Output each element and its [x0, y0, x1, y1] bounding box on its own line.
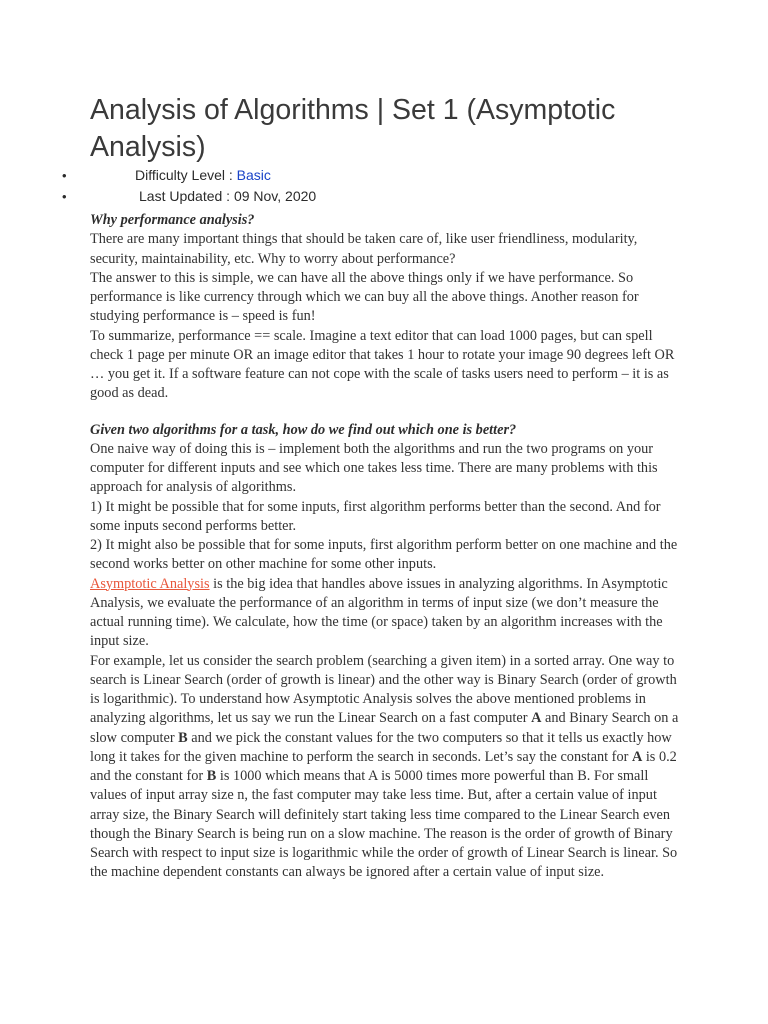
- difficulty-link[interactable]: Basic: [236, 167, 271, 183]
- section-heading-comparison: Given two algorithms for a task, how do we find out which one is better?: [90, 421, 517, 438]
- paragraph-text: is the big idea that handles above issues in analyzing algorithms. In Asymptotic Analysis, we evaluate the performance of an algorithm in terms of input size (we don’t measure the actual running time). We calculate, how the time (or space) taken by an algorithm increases with the input size.: [90, 575, 668, 650]
- section-spacer: [90, 404, 680, 421]
- bullet-icon: •: [62, 189, 67, 204]
- bullet-icon: •: [62, 168, 67, 183]
- paragraph-text: and we pick the constant values for the two computers so that it tells us exactly how long it takes for the given machine to perform the search in seconds. Let’s say the constant for: [90, 729, 672, 765]
- paragraph: 2) It might also be possible that for some inputs, first algorithm perform better on one machine and the second works better on other machine for some other inputs.: [90, 537, 678, 573]
- paragraph: [90, 652, 680, 883]
- section-heading-performance: Why performance analysis?: [90, 212, 255, 228]
- paragraph-text: is 1000 which means that A is 5000 times more powerful than B. For small values of input array size n, the fast computer may take less time. But, after a certain value of input array size, the Binary Search will definitely start taking less time compared to the Linear Search even though the Binary Search is being run on a slow machine. The reason is the order of growth of Binary Search with respect to input size is logarithmic while the order of growth of Linear Search is linear. So the machine dependent constants can always be ignored after a certain value of input size.: [90, 768, 678, 881]
- paragraph-text: and Binary Search on a slow computer: [90, 710, 679, 746]
- paragraph: [90, 575, 680, 652]
- paragraph-text: For example, let us consider the search problem (searching a given item) in a sorted array. One way to search is Linear Search (order of growth is linear) and the other way is Binary Search (order of growth is logarithmic). To understand how Asymptotic Analysis solves the above mentioned problems in analyzing algorithms, let us say we run the Linear Search on a fast computer: [90, 652, 677, 727]
- computer-a-label: A: [531, 710, 542, 727]
- difficulty-label: Difficulty Level :: [135, 167, 237, 183]
- difficulty-text: [135, 165, 271, 186]
- computer-b-label: B: [206, 768, 217, 784]
- paragraph: 1) It might be possible that for some inputs, first algorithm performs better than the second. And for some inputs second performs better.: [90, 498, 661, 534]
- last-updated-text: Last Updated : 09 Nov, 2020: [139, 188, 317, 204]
- paragraph: There are many important things that should be taken care of, like user friendliness, modularity, security, maintainability, etc. Why to worry about performance?: [90, 231, 638, 267]
- paragraph: To summarize, performance == scale. Imagine a text editor that can load 1000 pages, but can spell check 1 page per minute OR an image editor that takes 1 hour to rotate your image 90 degrees left OR … you get it. If a software feature can not cope with the scale of tasks users need to perform – it is as good as dead.: [90, 327, 675, 402]
- paragraph: The answer to this is simple, we can have all the above things only if we have performance. So performance is like currency through which we can buy all the above things. Another reason for studying performance is – speed is fun!: [90, 269, 639, 325]
- computer-b-label: B: [178, 729, 188, 746]
- article-body: [90, 211, 680, 883]
- paragraph: One naive way of doing this is – implement both the algorithms and run the two programs on your computer for different inputs and see which one takes less time. There are many problems with this approach for analysis of algorithms.: [90, 440, 658, 496]
- article-title: Analysis of Algorithms | Set 1 (Asymptotic Analysis): [90, 94, 616, 163]
- asymptotic-analysis-link[interactable]: Asymptotic Analysis: [90, 575, 210, 592]
- computer-a-label: A: [631, 748, 643, 765]
- paragraph-text: is 0.2 and the constant for: [90, 748, 677, 784]
